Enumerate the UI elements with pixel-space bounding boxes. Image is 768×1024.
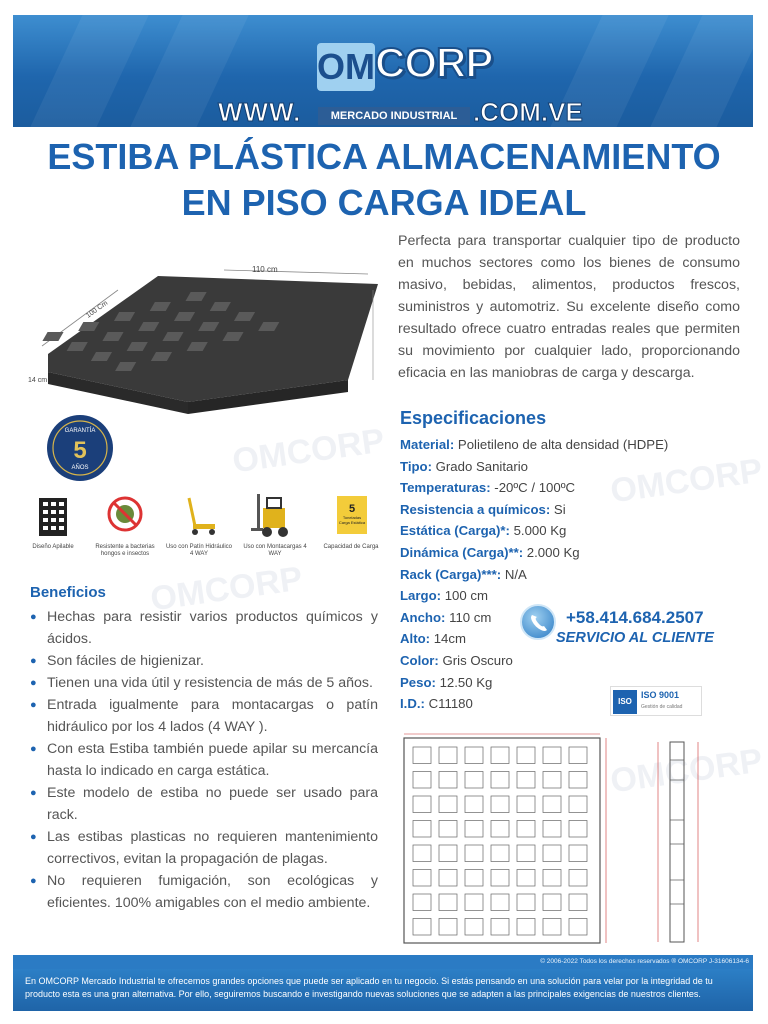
spec-row	[400, 520, 620, 542]
drawing-cell	[491, 870, 509, 887]
drawing-cell	[569, 821, 587, 838]
pallet-design-icon	[33, 492, 73, 542]
drawing-cell	[569, 845, 587, 862]
drawing-cell	[465, 747, 483, 764]
spec-value: Si	[550, 501, 566, 517]
spec-label: Estática (Carga)*:	[400, 523, 510, 539]
logo-www: WWW.	[218, 97, 302, 127]
beneficios-list	[30, 606, 378, 914]
spec-label: Largo:	[400, 588, 442, 604]
drawing-cell	[439, 772, 457, 789]
drawing-cell	[517, 796, 535, 813]
copyright: © 2006-2022 Todos los derechos reservados ® OMCORP J-31606134-6	[13, 955, 753, 969]
list-item: ● Hechas para resistir varios productos químicos y ácidos.	[30, 606, 378, 650]
spec-value: Polietileno de alta densidad (HDPE)	[454, 437, 669, 452]
iso-title: ISO 9001	[641, 690, 680, 700]
feature-caption: Uso con Patín Hidráulico 4 WAY	[165, 544, 233, 557]
drawing-cell	[517, 894, 535, 911]
spec-label: Peso:	[400, 674, 436, 690]
logo-om: OM	[317, 43, 375, 91]
warranty-badge	[44, 410, 116, 488]
feature-caption: Diseño Apilable	[32, 544, 74, 550]
spec-row	[400, 564, 620, 586]
drawing-cell	[543, 772, 561, 789]
forklift-icon	[251, 492, 299, 542]
capacity-number: 5	[348, 503, 356, 515]
list-item: ● Tienen una vida útil y resistencia de más de 5 años.	[30, 672, 378, 694]
list-item: ● Entrada igualmente para montacargas o patín hidráulico por los 4 lados (4 WAY ).	[30, 694, 378, 738]
spec-value: -20ºC / 100ºC	[490, 480, 576, 496]
drawing-cell	[491, 772, 509, 789]
omcorp-logo[interactable]	[303, 25, 493, 95]
feature-capacidad	[316, 492, 386, 551]
header-banner	[13, 15, 753, 127]
drawing-cell	[543, 747, 561, 764]
logo-corp: CORP	[375, 39, 493, 86]
feature-caption: Capacidad de Carga	[323, 544, 379, 550]
spec-label: Alto:	[400, 631, 431, 647]
feature-apilable	[18, 492, 88, 551]
spec-row	[400, 456, 620, 478]
spec-value: 100 cm	[441, 588, 488, 604]
feature-patin	[164, 492, 234, 558]
spec-label: Material:	[400, 437, 455, 452]
spec-label: Resistencia a químicos:	[400, 501, 551, 517]
drawing-cell	[491, 894, 509, 911]
spec-row	[400, 499, 620, 521]
list-item: ● Las estibas plasticas no requieren mantenimiento correctivos, evitan la propagación de plagas.	[30, 826, 378, 870]
feature-icons	[18, 492, 380, 572]
iso-logo-icon: ISO	[613, 690, 637, 714]
logo-mercado-industrial: MERCADO INDUSTRIAL	[318, 107, 470, 125]
spec-row	[400, 650, 620, 672]
technical-drawing	[398, 730, 758, 955]
spec-row	[400, 693, 620, 715]
pallet-width-label: 110 cm	[252, 265, 278, 274]
drawing-cell	[491, 821, 509, 838]
drawing-cell	[439, 894, 457, 911]
spec-value: N/A	[501, 566, 527, 582]
spec-label: Temperaturas:	[400, 480, 491, 496]
spec-label: Tipo:	[400, 458, 432, 474]
capacity-box-icon	[331, 492, 371, 542]
capacity-box-text: Toneladas Carga Estática	[338, 515, 366, 525]
drawing-cell	[413, 845, 431, 862]
spec-value: Grado Sanitario	[431, 458, 529, 474]
beneficios-heading: Beneficios	[30, 584, 106, 601]
phone-icon[interactable]	[520, 604, 556, 640]
spec-value: 5.000 Kg	[509, 523, 567, 539]
drawing-cell	[413, 747, 431, 764]
badge-number: 5	[73, 437, 87, 464]
pallet-height-label: 14 cm	[28, 377, 48, 384]
spec-label: I.D.:	[400, 696, 425, 712]
drawing-cell	[543, 870, 561, 887]
drawing-cell	[569, 870, 587, 887]
pallet-depth-label: 100 Cm	[85, 299, 110, 320]
drawing-cell	[517, 772, 535, 789]
spec-value: 110 cm	[445, 609, 492, 625]
drawing-cell	[465, 821, 483, 838]
drawing-cell	[569, 919, 587, 936]
phone-number[interactable]: +58.414.684.2507	[566, 608, 704, 627]
drawing-cell	[517, 747, 535, 764]
drawing-cell	[543, 796, 561, 813]
drawing-cell	[439, 919, 457, 936]
drawing-cell	[517, 870, 535, 887]
spec-value: 2.000 Kg	[523, 544, 580, 560]
badge-bottom-text: AÑOS	[71, 465, 89, 471]
especificaciones-heading: Especificaciones	[400, 408, 547, 428]
customer-service-label: SERVICIO AL CLIENTE	[556, 630, 714, 646]
drawing-cell	[413, 919, 431, 936]
spec-label: Dinámica (Carga)**:	[400, 544, 524, 560]
drawing-cell	[413, 796, 431, 813]
drawing-cell	[543, 919, 561, 936]
drawing-cell	[439, 870, 457, 887]
title-line-2: EN PISO CARGA IDEAL	[181, 182, 587, 223]
drawing-cell	[439, 796, 457, 813]
list-item: ● Con esta Estiba también puede apilar su mercancía hasta lo indicado en carga estática.	[30, 738, 378, 782]
drawing-cell	[439, 845, 457, 862]
drawing-cell	[491, 919, 509, 936]
drawing-cell	[465, 919, 483, 936]
drawing-cell	[569, 894, 587, 911]
feature-resistente	[90, 492, 160, 558]
spec-label: Rack (Carga)***:	[400, 566, 502, 582]
drawing-cell	[543, 845, 561, 862]
drawing-cell	[569, 772, 587, 789]
drawing-cell	[491, 747, 509, 764]
drawing-cell	[517, 821, 535, 838]
feature-caption: Uso con Montacargas 4 WAY	[243, 544, 307, 557]
spec-row	[400, 542, 620, 564]
drawing-cell	[465, 894, 483, 911]
product-description: Perfecta para transportar cualquier tipo de producto en muchos sectores como los bienes de consumo masivo, bebidas, alimentos, productos frescos, suministros y automotriz. Su excelente diseño como resultado ofrece cuatro entradas reales que permiten su movimiento por cualquier lado, proporcionando eficacia en las maniobras de carga y descarga.	[398, 233, 740, 381]
spec-row	[400, 477, 620, 499]
drawing-cell	[439, 747, 457, 764]
drawing-cell	[465, 772, 483, 789]
spec-label: Ancho:	[400, 609, 446, 625]
iso-badge	[610, 686, 702, 716]
drawing-cell	[569, 747, 587, 764]
drawing-cell	[543, 821, 561, 838]
list-item: ● No requieren fumigación, son ecológicas y eficientes. 100% amigables con el medio ambiente.	[30, 870, 378, 914]
drawing-cell	[569, 796, 587, 813]
spec-row	[400, 434, 669, 456]
logo-domain: .COM.VE	[473, 97, 583, 127]
spec-label: Color:	[400, 652, 439, 668]
drawing-cell	[517, 845, 535, 862]
spec-value: Gris Oscuro	[438, 652, 513, 668]
pallet-image	[28, 262, 388, 422]
drawing-cell	[465, 845, 483, 862]
no-bacteria-icon	[105, 492, 145, 542]
pallet-jack-icon	[179, 492, 219, 542]
page-title	[0, 134, 768, 226]
drawing-cell	[413, 821, 431, 838]
spec-value: 14cm	[430, 631, 466, 647]
drawing-cell	[491, 845, 509, 862]
drawing-cell	[413, 870, 431, 887]
footer-text: En OMCORP Mercado Industrial te ofrecemos grandes opciones que puede ser aplicado en tu negocio. Si estás pensando en una solución para velar por la integridad de tu producto esta es una gran alternativa. Por ello, seguiremos buscando e investigando nuevas soluciones que se adapten a las principales exigencias de nuestros clientes.	[13, 969, 753, 1011]
spec-row	[400, 672, 620, 694]
feature-caption: Resistente a bacterias hongos e insectos	[95, 544, 155, 557]
list-item: ● Son fáciles de higienizar.	[30, 650, 378, 672]
badge-top-text: GARANTÍA	[64, 428, 96, 434]
feature-montacargas	[240, 492, 310, 558]
drawing-cell	[413, 894, 431, 911]
list-item: ● Este modelo de estiba no puede ser usado para rack.	[30, 782, 378, 826]
drawing-cell	[543, 894, 561, 911]
drawing-cell	[465, 796, 483, 813]
drawing-cell	[439, 821, 457, 838]
iso-subtitle: Gestión de calidad	[641, 704, 683, 710]
drawing-cell	[491, 796, 509, 813]
spec-value: 12.50 Kg	[435, 674, 493, 690]
spec-value: C11180	[424, 696, 473, 712]
title-line-1: ESTIBA PLÁSTICA ALMACENAMIENTO	[47, 136, 721, 177]
drawing-cell	[465, 870, 483, 887]
drawing-cell	[413, 772, 431, 789]
spec-row	[400, 585, 620, 607]
drawing-cell	[517, 919, 535, 936]
